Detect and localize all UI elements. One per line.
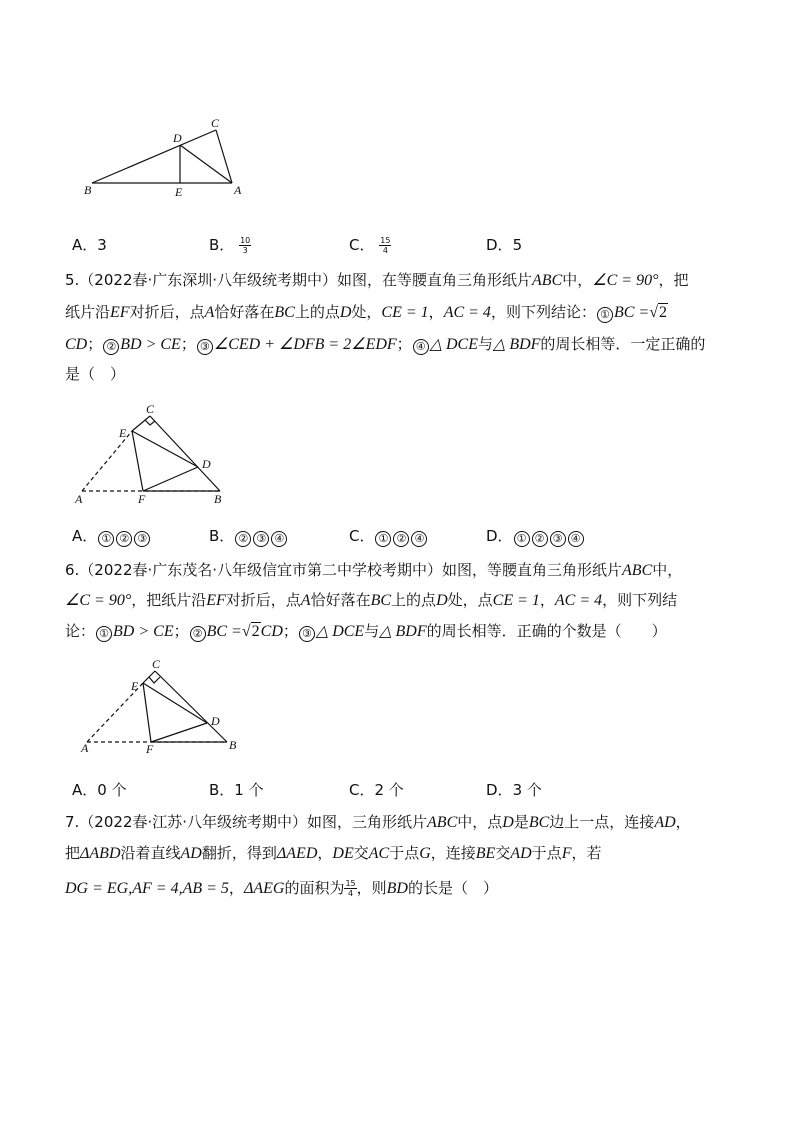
- q5-option-d[interactable]: D． ① ② ③ ④: [486, 525, 585, 547]
- q4-label-d: D: [173, 131, 182, 145]
- q4-option-b[interactable]: B． $\frac{10}{3}$: [209, 236, 251, 255]
- q5-label-e: E: [119, 426, 127, 440]
- q6-line-3: 论： ① BD > CE； ② BC =√2CD； ③ △ DCE与△ BDF的周长相等．正确的个数是（ ）: [65, 622, 667, 640]
- q4-segment-ca: [216, 130, 232, 183]
- q5-right-angle-mark: [145, 420, 155, 425]
- q5-sqrt: √2: [649, 304, 667, 321]
- q4-option-c[interactable]: C． $\frac{15}{4}$: [349, 236, 391, 255]
- q4-segment-da: [180, 145, 232, 183]
- q5-option-c[interactable]: C． ① ② ④: [349, 525, 428, 547]
- q5-label-c: C: [146, 402, 155, 416]
- q6-figure: [75, 655, 245, 760]
- q6-sqrt: √2: [241, 623, 260, 640]
- q5-line-1: 5.（2022春·广东深圳·八年级统考期中）如图，在等腰直角三角形纸片ABC中，∠C = 90°，把: [65, 271, 689, 289]
- q6-option-a[interactable]: A．0 个: [72, 781, 127, 799]
- q6-label-c: C: [152, 657, 161, 671]
- q7-line-3: DG = EG,AF = 4,AB = 5，ΔAEG的面积为 $\frac{15}{4}$ ，则BD的长是（ ）: [65, 879, 498, 898]
- q4-option-c-fraction: $\frac{15}{4}$: [380, 236, 391, 255]
- q4-label-a: A: [234, 183, 242, 197]
- q5-option-b[interactable]: B． ② ③ ④: [209, 525, 288, 547]
- q5-segment-ae: [82, 431, 132, 491]
- q5-label-b: B: [214, 492, 222, 506]
- q5-option-a[interactable]: A． ① ② ③: [72, 525, 151, 547]
- q6-line-2: ∠C = 90°，把纸片沿EF对折后，点A恰好落在BC上的点D处，点CE = 1，AC = 4，则下列结: [65, 591, 678, 609]
- q7-line-1: 7.（2022春·江苏·八年级统考期中）如图，三角形纸片ABC中，点D是BC边上一点，连接AD，: [65, 813, 691, 831]
- q5-segment-ed: [132, 431, 198, 467]
- q6-segment-ef: [143, 683, 151, 742]
- q5-segment-cb: [150, 416, 220, 491]
- q6-segment-fd: [151, 723, 207, 742]
- q5-line-4: 是（ ）: [65, 365, 126, 383]
- q6-segment-cb: [155, 671, 227, 742]
- q6-option-d[interactable]: D．3 个: [486, 781, 542, 799]
- q6-right-angle-mark: [149, 677, 160, 683]
- q6-label-d: D: [211, 714, 220, 728]
- q4-option-a[interactable]: A．3: [72, 236, 107, 254]
- q7-line-2: 把ΔABD沿着直线AD翻折，得到ΔAED，DE交AC于点G，连接BE交AD于点F，若: [65, 844, 602, 862]
- q6-label-b: B: [229, 738, 237, 752]
- q5-label-a: A: [75, 492, 83, 506]
- q6-segment-ed: [143, 683, 207, 723]
- q5-segment-ef: [132, 431, 143, 491]
- q5-label-d: D: [202, 457, 211, 471]
- q4-label-e: E: [175, 185, 183, 199]
- q5-line-3: CD； ② BD > CE； ③ ∠CED + ∠DFB = 2∠EDF； ④ △ DCE与△ BDF的周长相等．一定正确的: [65, 335, 706, 353]
- q5-segment-ce: [132, 416, 150, 431]
- q4-segment-bc: [92, 130, 216, 183]
- q6-line-1: 6.（2022春·广东茂名·八年级信宜市第二中学校考期中）如图，等腰直角三角形纸片ABC中，: [65, 561, 683, 579]
- q6-option-c[interactable]: C．2 个: [349, 781, 404, 799]
- q5-label-f: F: [138, 492, 146, 506]
- q4-label-b: B: [84, 183, 92, 197]
- q4-figure: [80, 110, 260, 205]
- q6-label-a: A: [81, 741, 89, 755]
- q6-label-f: F: [146, 742, 154, 756]
- q7-area-fraction: $\frac{15}{4}$: [345, 879, 356, 898]
- q4-label-c: C: [211, 116, 220, 130]
- q6-option-b[interactable]: B．1 个: [209, 781, 264, 799]
- q5-line-2: 纸片沿EF对折后，点A恰好落在BC上的点D处，CE = 1，AC = 4，则下列结论： ① BC =√2: [65, 303, 667, 321]
- q5-segment-fd: [143, 467, 198, 491]
- q4-option-b-fraction: $\frac{10}{3}$: [240, 236, 251, 255]
- q6-label-e: E: [131, 679, 139, 693]
- q4-option-d[interactable]: D．5: [486, 236, 523, 254]
- q5-figure: [70, 400, 235, 510]
